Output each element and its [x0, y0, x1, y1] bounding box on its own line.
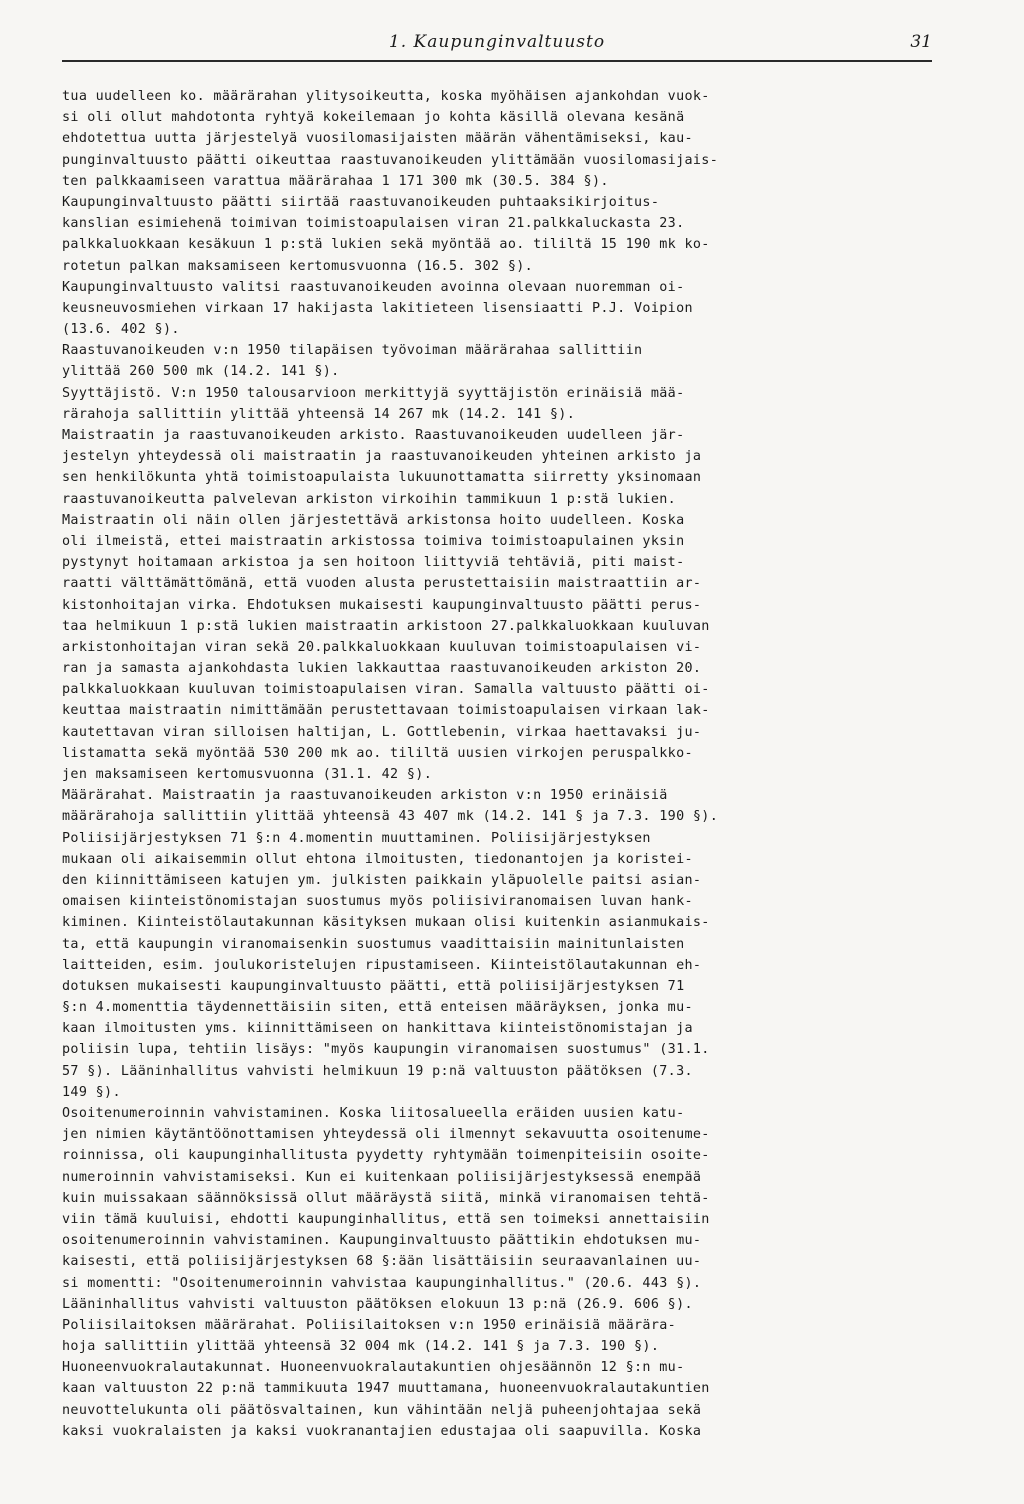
text-line: ran ja samasta ajankohdasta lukien lakkauttaa raastuvanoikeuden arkiston 20.: [62, 661, 702, 677]
text-line: rärahoja sallittiin ylittää yhteensä 14 267 mk (14.2. 141 §).: [62, 406, 576, 422]
text-line: Poliisilaitoksen määrärahat. Poliisilaitoksen v:n 1950 erinäisiä määrära-: [62, 1317, 677, 1333]
text-line: kautettavan viran silloisen haltijan, L. Gottlebenin, virkaa haettavaksi ju-: [62, 724, 702, 740]
text-line: Määrärahat. Maistraatin ja raastuvanoikeuden arkiston v:n 1950 erinäisiä: [62, 788, 668, 804]
text-line: Maistraatin ja raastuvanoikeuden arkisto. Raastuvanoikeuden uudelleen jär-: [62, 428, 685, 443]
text-line: raatti välttämättömänä, että vuoden alusta perustettaisiin maistraattiin ar-: [62, 576, 702, 592]
page-number: 31: [910, 32, 932, 52]
text-line: arkistonhoitajan viran sekä 20.palkkaluokkaan kuuluvan toimistoapulaisen vi-: [62, 639, 702, 655]
text-line: neuvottelukunta oli päätösvaltainen, kun vähintään neljä puheenjohtajaa sekä: [62, 1402, 702, 1418]
text-line: rotetun palkan maksamiseen kertomusvuonna (16.5. 302 §).: [62, 258, 534, 274]
text-line: laitteiden, esim. joulukoristelujen ripustamiseen. Kiinteistölautakunnan eh-: [62, 957, 702, 973]
text-line: Maistraatin oli näin ollen järjestettävä arkistonsa hoito uudelleen. Koska: [62, 512, 685, 528]
text-line: palkkaluokkaan kesäkuun 1 p:stä lukien sekä myöntää ao. tililtä 15 190 mk ko-: [62, 237, 710, 253]
text-line: Syyttäjistö. V:n 1950 talousarvioon merkittyjä syyttäjistön erinäisiä mää-: [62, 385, 685, 401]
text-line: keuttaa maistraatin nimittämään perustettavaan toimistoapulaisen virkaan lak-: [62, 703, 710, 719]
text-line: kaksi vuokralaisten ja kaksi vuokranantajien edustajaa oli saapuvilla. Koska: [62, 1423, 702, 1439]
text-line: jen maksamiseen kertomusvuonna (31.1. 42 §).: [62, 767, 433, 782]
text-line: määrärahoja sallittiin ylittää yhteensä 43 407 mk (14.2. 141 § ja 7.3. 190 §).: [62, 809, 719, 825]
text-line: mukaan oli aikaisemmin ollut ehtona ilmoitusten, tiedonantojen ja koristei-: [62, 851, 693, 867]
text-line: jen nimien käytäntöönottamisen yhteydessä oli ilmennyt sekavuutta osoitenume-: [62, 1127, 710, 1143]
text-line: Osoitenumeroinnin vahvistaminen. Koska liitosalueella eräiden uusien katu-: [62, 1106, 685, 1121]
text-line: Raastuvanoikeuden v:n 1950 tilapäisen työvoiman määrärahaa sallittiin: [62, 343, 643, 359]
text-line: §:n 4.momenttia täydennettäisiin siten, että enteisen määräyksen, jonka mu-: [62, 1000, 693, 1016]
text-line: hoja sallittiin ylittää yhteensä 32 004 mk (14.2. 141 § ja 7.3. 190 §).: [62, 1339, 660, 1355]
text-line: ylittää 260 500 mk (14.2. 141 §).: [62, 364, 340, 380]
text-line: kistonhoitajan virka. Ehdotuksen mukaisesti kaupunginvaltuusto päätti perus-: [62, 597, 702, 613]
text-line: kaan valtuuston 22 p:nä tammikuuta 1947 muuttamana, huoneenvuokralautakuntien: [62, 1381, 710, 1397]
text-line: Lääninhallitus vahvisti valtuuston päätöksen elokuun 13 p:nä (26.9. 606 §).: [62, 1296, 693, 1312]
text-line: kaisesti, että poliisijärjestyksen 68 §:ään lisättäisiin seuraavanlainen uu-: [62, 1254, 702, 1270]
text-line: si momentti: "Osoitenumeroinnin vahvistaa kaupunginhallitus." (20.6. 443 §).: [62, 1275, 702, 1291]
text-line: ta, että kaupungin viranomaisenkin suostumus vaadittaisiin mainitunlaisten: [62, 936, 685, 952]
body-text: [62, 86, 942, 1442]
text-line: kiminen. Kiinteistölautakunnan käsityksen mukaan olisi kuitenkin asianmukais-: [62, 915, 710, 931]
text-line: omaisen kiinteistönomistajan suostumus myös poliisiviranomaisen luvan hank-: [62, 894, 693, 910]
text-line: 149 §).: [62, 1084, 121, 1100]
text-line: si oli ollut mahdotonta ryhtyä kokeilemaan jo kohta käsillä olevana kesänä: [62, 110, 685, 126]
text-line: Huoneenvuokralautakunnat. Huoneenvuokralautakuntien ohjesäännön 12 §:n mu-: [62, 1360, 685, 1376]
text-line: Poliisijärjestyksen 71 §:n 4.momentin muuttaminen. Poliisijärjestyksen: [62, 830, 651, 846]
text-line: dotuksen mukaisesti kaupunginvaltuusto päätti, että poliisijärjestyksen 71: [62, 978, 685, 994]
text-line: (13.6. 402 §).: [62, 322, 180, 338]
text-line: taa helmikuun 1 p:stä lukien maistraatin arkistoon 27.palkkaluokkaan kuuluvan: [62, 618, 710, 634]
text-line: 57 §). Lääninhallitus vahvisti helmikuun 19 p:nä valtuuston päätöksen (7.3.: [62, 1063, 693, 1079]
text-line: kanslian esimiehenä toimivan toimistoapulaisen viran 21.palkkaluckasta 23.: [62, 216, 685, 232]
text-line: palkkaluokkaan kuuluvan toimistoapulaisen viran. Samalla valtuusto päätti oi-: [62, 682, 710, 698]
running-title: 1. Kaupunginvaltuusto: [388, 32, 606, 52]
text-line: kuin muissakaan säännöksissä ollut määräystä siitä, minkä viranomaisen tehtä-: [62, 1190, 710, 1206]
text-line: ten palkkaamiseen varattua määrärahaa 1 171 300 mk (30.5. 384 §).: [62, 173, 609, 189]
text-line: roinnissa, oli kaupunginhallitusta pyydetty ryhtymään toimenpiteisiin osoite-: [62, 1148, 710, 1164]
text-line: tua uudelleen ko. määrärahan ylitysoikeutta, koska myöhäisen ajankohdan vuok-: [62, 89, 710, 104]
text-line: sen henkilökunta yhtä toimistoapulaista lukuunottamatta siirretty yksinomaan: [62, 470, 702, 486]
text-line: ehdotettua uutta järjestelyä vuosilomasijaisten määrän vähentämiseksi, kau-: [62, 131, 693, 147]
text-line: punginvaltuusto päätti oikeuttaa raastuvanoikeuden ylittämään vuosilomasijais-: [62, 152, 719, 168]
text-line: viin tämä kuuluisi, ehdotti kaupunginhallitus, että sen toimeksi annettaisiin: [62, 1211, 710, 1227]
text-line: den kiinnittämiseen katujen ym. julkisten paikkain yläpuolelle paitsi asian-: [62, 872, 702, 888]
header-rule: [62, 60, 932, 62]
page-header: [62, 30, 932, 64]
text-line: kaan ilmoitusten yms. kiinnittämiseen on hankittava kiinteistönomistajan ja: [62, 1021, 693, 1037]
text-line: pystynyt hoitamaan arkistoa ja sen hoitoon liittyviä tehtäviä, piti maist-: [62, 555, 685, 571]
text-line: listamatta sekä myöntää 530 200 mk ao. tililtä uusien virkojen peruspalkko-: [62, 745, 693, 761]
text-line: raastuvanoikeutta palvelevan arkiston virkoihin tammikuun 1 p:stä lukien.: [62, 491, 677, 507]
text-line: Kaupunginvaltuusto päätti siirtää raastuvanoikeuden puhtaaksikirjoitus-: [62, 194, 660, 210]
text-line: osoitenumeroinnin vahvistaminen. Kaupunginvaltuusto päättikin ehdotuksen mu-: [62, 1233, 702, 1249]
text-line: jestelyn yhteydessä oli maistraatin ja raastuvanoikeuden yhteinen arkisto ja: [62, 449, 702, 465]
text-line: oli ilmeistä, ettei maistraatin arkistossa toimiva toimistoapulainen yksin: [62, 533, 685, 549]
text-line: poliisin lupa, tehtiin lisäys: "myös kaupungin viranomaisen suostumus" (31.1.: [62, 1042, 710, 1058]
text-line: Kaupunginvaltuusto valitsi raastuvanoikeuden avoinna olevaan nuoremman oi-: [62, 279, 685, 295]
text-line: numeroinnin vahvistamiseksi. Kun ei kuitenkaan poliisijärjestyksessä enempää: [62, 1169, 702, 1185]
text-line: keusneuvosmiehen virkaan 17 hakijasta lakitieteen lisensiaatti P.J. Voipion: [62, 300, 693, 316]
